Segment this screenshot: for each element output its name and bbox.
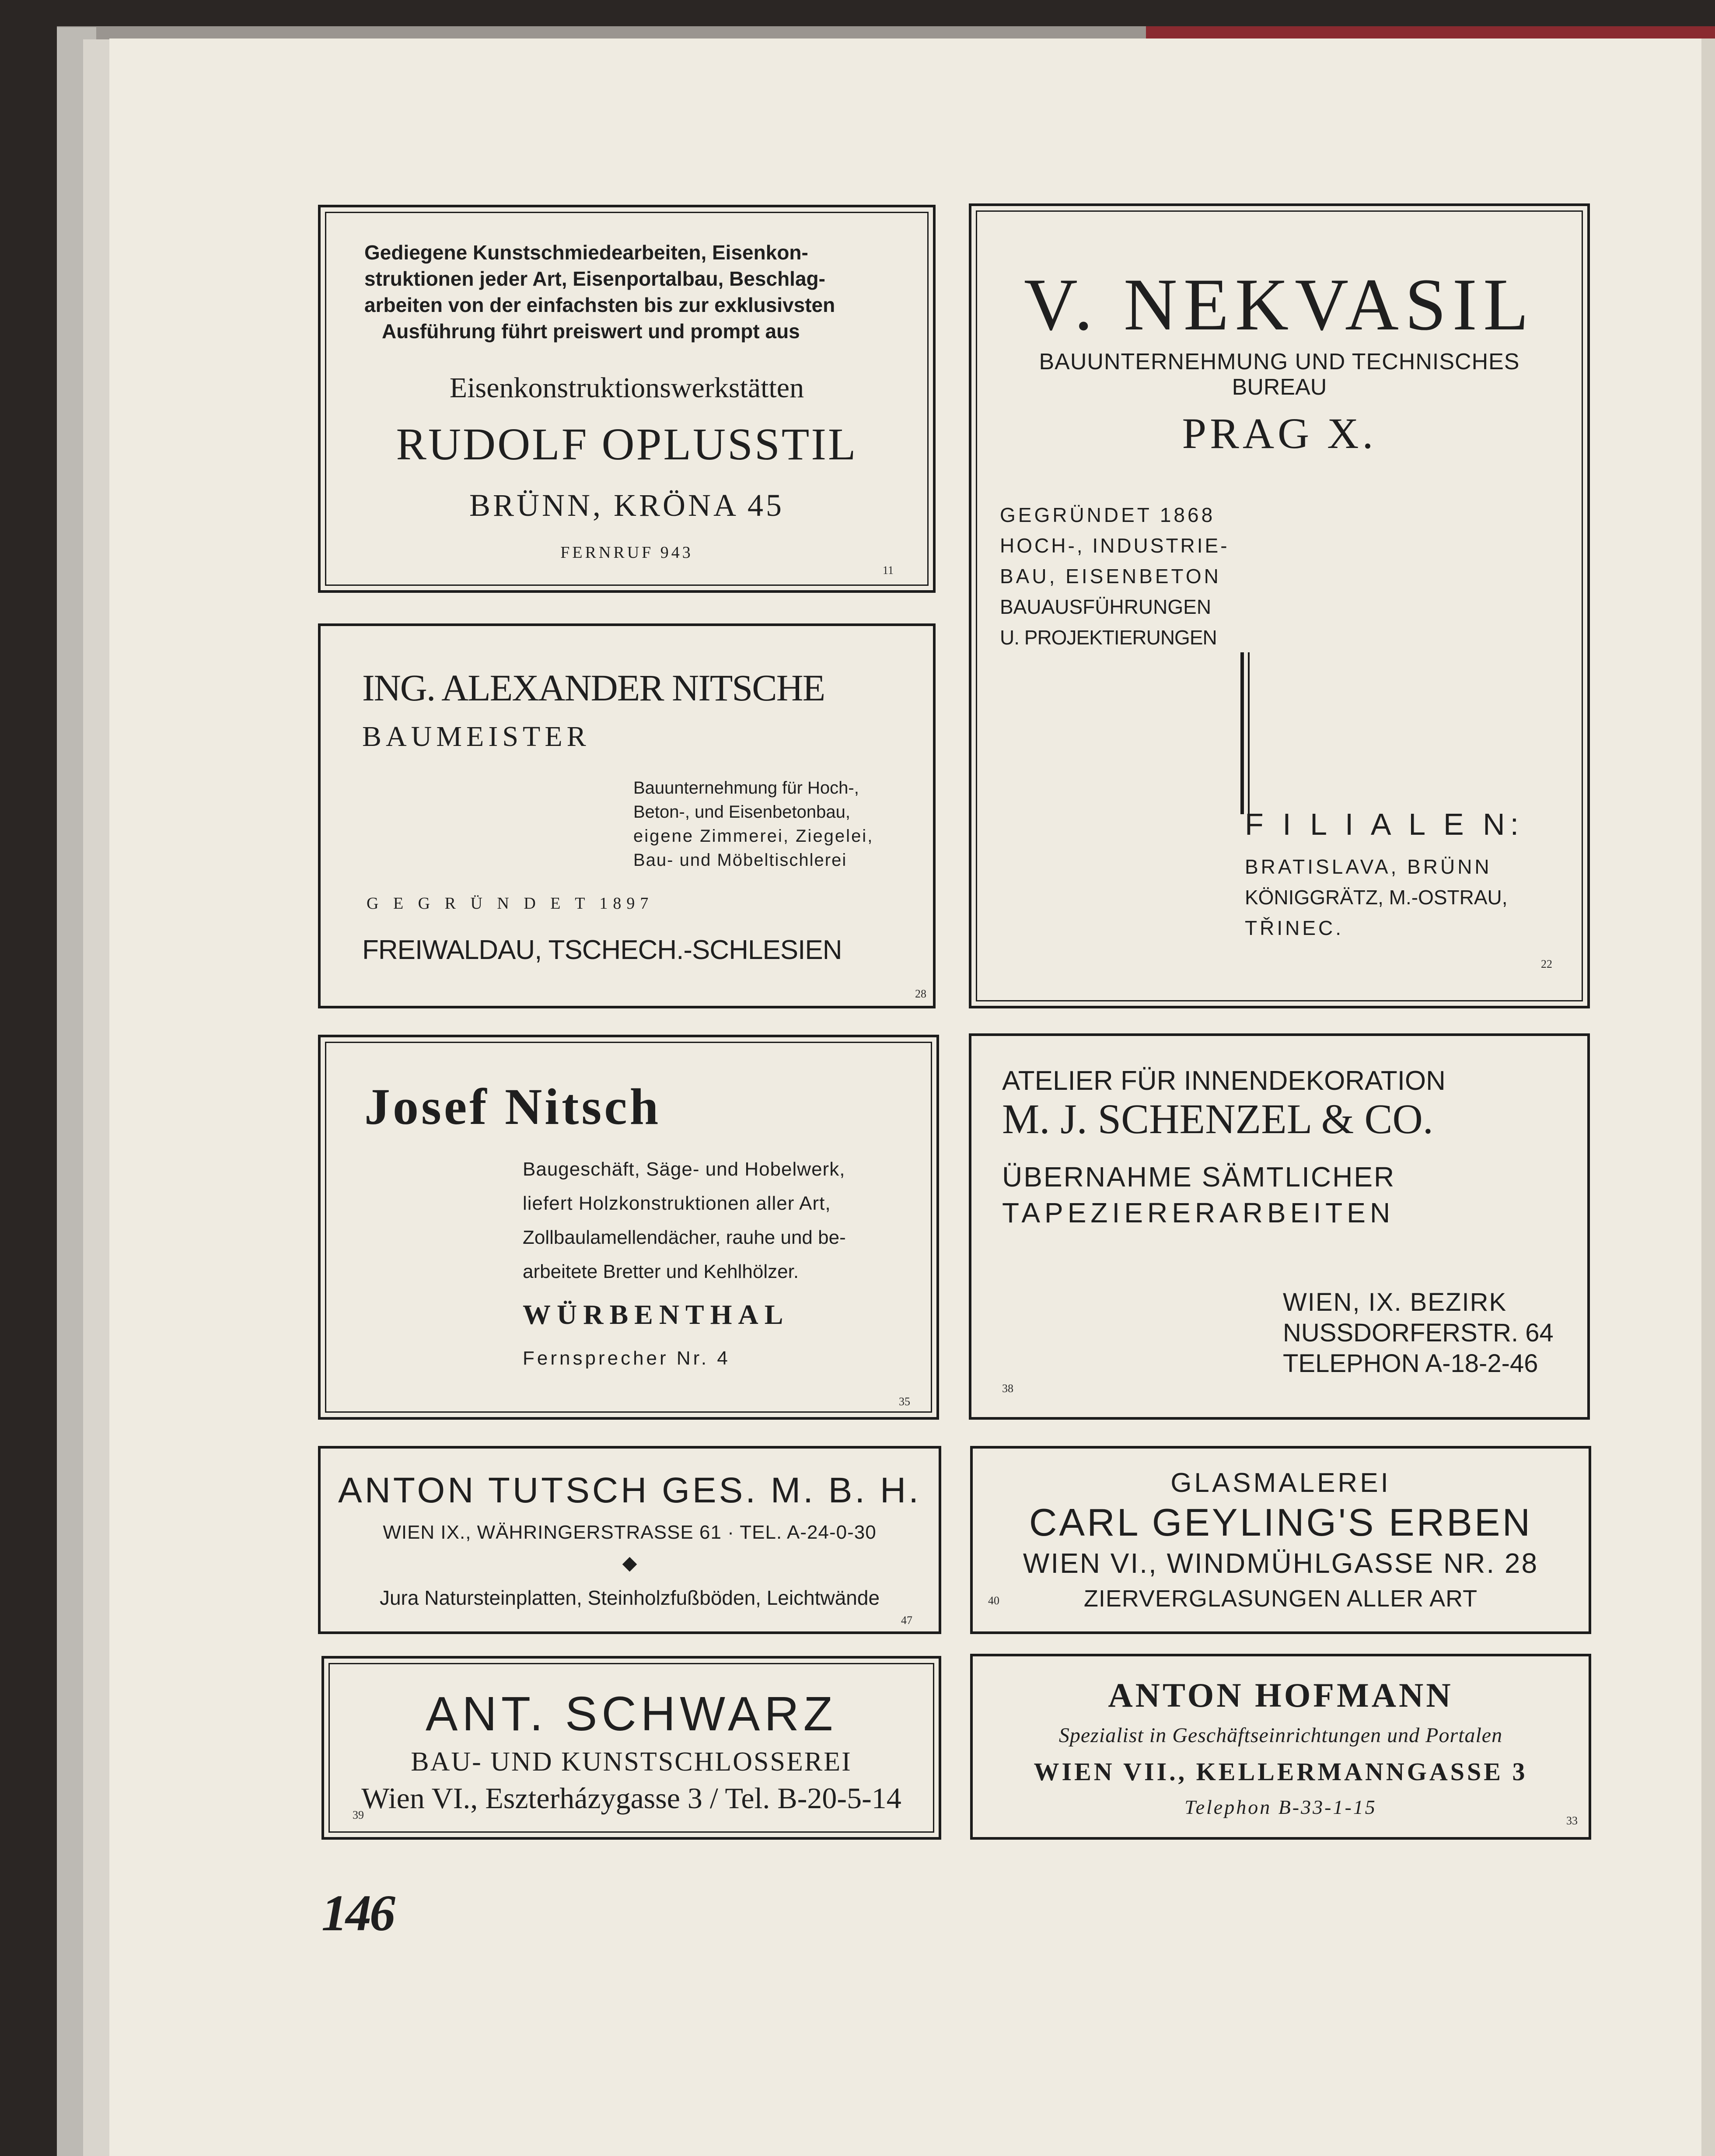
- ad-v-nekvasil: [969, 203, 1590, 1008]
- ad-alexander-nitsche: [318, 623, 936, 1008]
- ad-company-name: RUDOLF OPLUSSTIL: [396, 419, 858, 469]
- ad-number: 40: [988, 1594, 999, 1607]
- ad-branches-heading: F I L I A L E N:: [1245, 807, 1524, 841]
- ad-intro-line: struktionen jeder Art, Eisenportalbau, Beschlag-: [364, 267, 825, 290]
- ad-city: PRAG X.: [1182, 409, 1377, 458]
- ad-anton-hofmann: [970, 1654, 1591, 1840]
- ad-number: 33: [1566, 1814, 1578, 1827]
- ad-address: WIEN VII., KELLERMANNGASSE 3: [1034, 1757, 1528, 1786]
- ad-company-name: ING. ALEXANDER NITSCHE: [362, 667, 825, 709]
- ad-number: 28: [915, 987, 926, 1000]
- ad-heading: ATELIER FÜR INNENDEKORATION: [1002, 1066, 1446, 1096]
- ad-detail-line: HOCH-, INDUSTRIE-: [1000, 534, 1229, 557]
- ad-branch-line: TŘINEC.: [1245, 917, 1344, 939]
- ad-number: 11: [882, 564, 894, 577]
- book-gutter: [83, 39, 109, 2156]
- ad-address-line: NUSSDORFERSTR. 64: [1283, 1319, 1554, 1347]
- ad-intro-line: arbeiten von der einfachsten bis zur exklusivsten: [364, 294, 835, 316]
- ad-subtitle: BUREAU: [1232, 374, 1327, 400]
- ad-profession: BAUMEISTER: [362, 721, 590, 752]
- ad-location: FREIWALDAU, TSCHECH.-SCHLESIEN: [362, 935, 842, 965]
- ad-service-line: Beton-, und Eisenbetonbau,: [633, 802, 850, 822]
- ad-intro-line: Gediegene Kunstschmiedearbeiten, Eisenkon-: [364, 241, 808, 264]
- ad-company-name: CARL GEYLING'S ERBEN: [1029, 1501, 1533, 1544]
- ad-phone: FERNRUF 943: [560, 543, 693, 562]
- ad-founded: G E G R Ü N D E T 1897: [367, 894, 654, 913]
- ad-detail-line: U. PROJEKTIERUNGEN: [1000, 626, 1217, 649]
- ad-rudolf-oplusstil: [318, 205, 936, 593]
- ad-address: WIEN IX., WÄHRINGERSTRASSE 61 · TEL. A-24-0-30: [383, 1522, 877, 1543]
- ad-number: 22: [1541, 958, 1552, 970]
- page-edge: [1701, 38, 1715, 2156]
- ad-description-line: liefert Holzkonstruktionen aller Art,: [523, 1193, 831, 1214]
- ad-company-name: V. NEKVASIL: [1024, 263, 1535, 346]
- ad-address-line: WIEN, IX. BEZIRK: [1283, 1288, 1507, 1316]
- ad-specialty: ZIERVERGLASUNGEN ALLER ART: [1083, 1586, 1478, 1612]
- ad-number: 38: [1002, 1382, 1013, 1395]
- ad-service-line: Bau- und Möbeltischlerei: [633, 850, 847, 870]
- ad-description-line: arbeitete Bretter und Kehlhölzer.: [523, 1261, 799, 1282]
- ad-trade: BAU- UND KUNSTSCHLOSSEREI: [411, 1747, 852, 1777]
- ad-ornament: ◆: [622, 1552, 637, 1574]
- ad-detail-line: BAUAUSFÜHRUNGEN: [1000, 595, 1212, 618]
- ad-detail-line: GEGRÜNDET 1868: [1000, 504, 1216, 526]
- ad-number: 35: [899, 1395, 910, 1408]
- ad-detail-line: BAU, EISENBETON: [1000, 565, 1221, 588]
- ad-company-name: ANTON TUTSCH GES. M. B. H.: [338, 1470, 921, 1510]
- page-number: 146: [321, 1884, 394, 1942]
- ad-phone: TELEPHON A-18-2-46: [1283, 1349, 1538, 1378]
- ad-anton-tutsch: [318, 1446, 941, 1634]
- ad-service-line: eigene Zimmerei, Ziegelei,: [633, 826, 874, 846]
- ad-business-type: Eisenkonstruktionswerkstätten: [449, 372, 804, 404]
- ad-company-name: ANTON HOFMANN: [1108, 1676, 1453, 1714]
- ad-branch-line: BRATISLAVA, BRÜNN: [1245, 855, 1492, 878]
- ad-number: 47: [901, 1614, 912, 1627]
- ad-address: BRÜNN, KRÖNA 45: [469, 488, 785, 523]
- ad-service-line: Bauunternehmung für Hoch-,: [633, 778, 859, 798]
- ad-branch-line: KÖNIGGRÄTZ, M.-OSTRAU,: [1245, 886, 1508, 909]
- ad-carl-geylings-erben: [970, 1446, 1591, 1634]
- ad-company-name: ANT. SCHWARZ: [426, 1687, 837, 1741]
- ad-description-line: Zollbaulamellendächer, rauhe und be-: [523, 1227, 846, 1248]
- ad-number: 39: [353, 1809, 364, 1821]
- ad-service-line: TAPEZIERERARBEITEN: [1002, 1197, 1395, 1228]
- ad-company-name: Josef Nitsch: [364, 1078, 661, 1135]
- ad-ant-schwarz: [321, 1656, 941, 1840]
- ad-specialty: Spezialist in Geschäftseinrichtungen und Portalen: [1058, 1724, 1503, 1747]
- ad-divider-bar: [1248, 652, 1250, 814]
- ad-phone: Telephon B-33-1-15: [1184, 1796, 1377, 1818]
- ad-intro-line: Ausführung führt preiswert und prompt aus: [382, 320, 800, 343]
- ad-josef-nitsch: [318, 1035, 939, 1420]
- ad-subtitle: BAUUNTERNEHMUNG UND TECHNISCHES: [1039, 349, 1520, 374]
- ad-m-j-schenzel: [969, 1033, 1590, 1420]
- ad-phone: Fernsprecher Nr. 4: [523, 1348, 730, 1369]
- ad-heading: GLASMALEREI: [1170, 1468, 1391, 1498]
- ad-city: WÜRBENTHAL: [523, 1299, 789, 1330]
- ad-company-name: M. J. SCHENZEL & CO.: [1002, 1096, 1433, 1142]
- ad-divider-bar: [1240, 652, 1244, 814]
- ad-products: Jura Natursteinplatten, Steinholzfußböden, Leichtwände: [379, 1586, 880, 1609]
- ad-description-line: Baugeschäft, Säge- und Hobelwerk,: [523, 1158, 845, 1180]
- ad-address: Wien VI., Eszterházygasse 3 / Tel. B-20-5-14: [361, 1782, 901, 1815]
- ad-address: WIEN VI., WINDMÜHLGASSE NR. 28: [1023, 1547, 1539, 1579]
- ad-service-line: ÜBERNAHME SÄMTLICHER: [1002, 1161, 1396, 1193]
